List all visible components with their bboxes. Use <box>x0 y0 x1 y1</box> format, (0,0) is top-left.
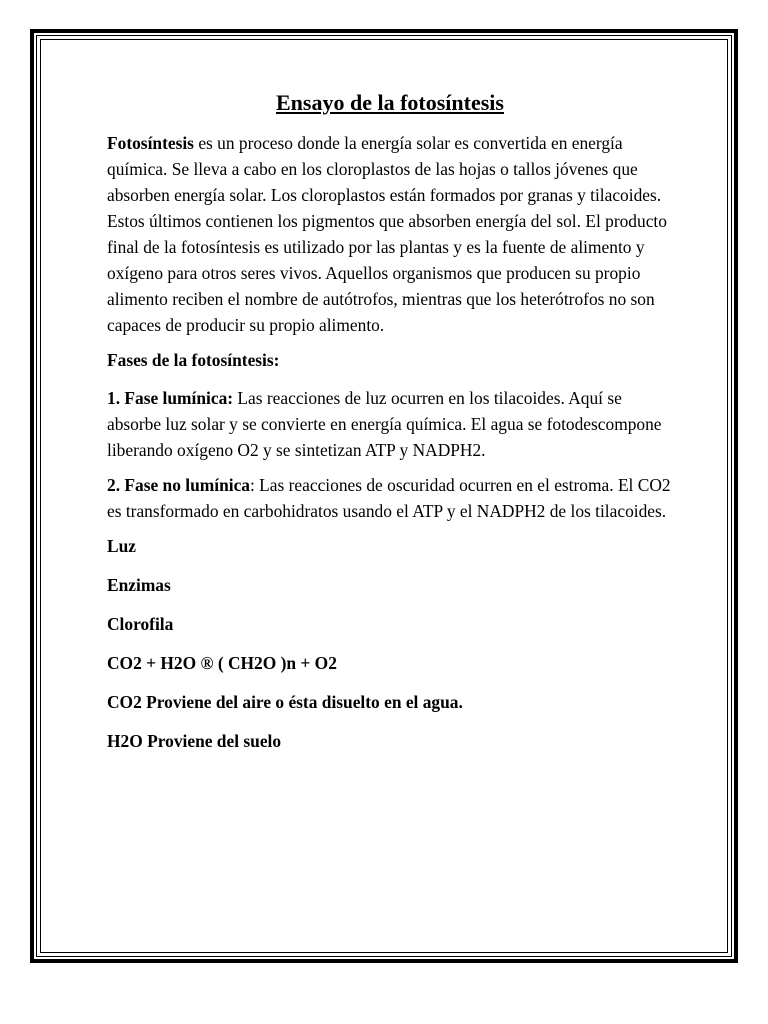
h2o-source-line: H2O Proviene del suelo <box>107 731 282 751</box>
phase1-paragraph <box>107 385 673 463</box>
phase1-lead: 1. Fase lumínica: <box>107 388 234 408</box>
phase1-text: Las reacciones de luz ocurren en los tilacoides. Aquí se absorbe luz solar y se convierte en energía química. El agua se fotodescompone liberando oxígeno O2 y se sintetizan ATP y NADPH2. <box>107 388 662 460</box>
intro-lead: Fotosíntesis <box>107 133 194 153</box>
line-clorofila: Clorofila <box>107 614 174 634</box>
intro-text: es un proceso donde la energía solar es convertida en energía química. Se lleva a cabo en los cloroplastos de las hojas o tallos jóvenes que absorben energía solar. Los cloroplastos están formados por granas y tilacoides. Estos últimos contienen los pigmentos que absorben energía del sol. El producto final de la fotosíntesis es utilizado por las plantas y es la fuente de alimento y oxígeno para otros seres vivos. Aquellos organismos que producen su propio alimento reciben el nombre de autótrofos, mientras que los heterótrofos no son capaces de producir su propio alimento. <box>107 133 667 335</box>
phase2-text: : Las reacciones de oscuridad ocurren en el estroma. El CO2 es transformado en carbohidratos usando el ATP y el NADPH2 de los tilacoides. <box>107 475 671 521</box>
document-title: Ensayo de la fotosíntesis <box>276 90 504 115</box>
intro-paragraph <box>107 130 673 338</box>
document-body <box>107 88 673 767</box>
phase2-paragraph <box>107 472 673 524</box>
line-enzimas: Enzimas <box>107 575 171 595</box>
phases-heading: Fases de la fotosíntesis: <box>107 350 280 370</box>
equation-line: CO2 + H2O ® ( CH2O )n + O2 <box>107 653 337 673</box>
line-luz: Luz <box>107 536 136 556</box>
phase2-lead: 2. Fase no lumínica <box>107 475 250 495</box>
co2-source-line: CO2 Proviene del aire o ésta disuelto en el agua. <box>107 692 463 712</box>
